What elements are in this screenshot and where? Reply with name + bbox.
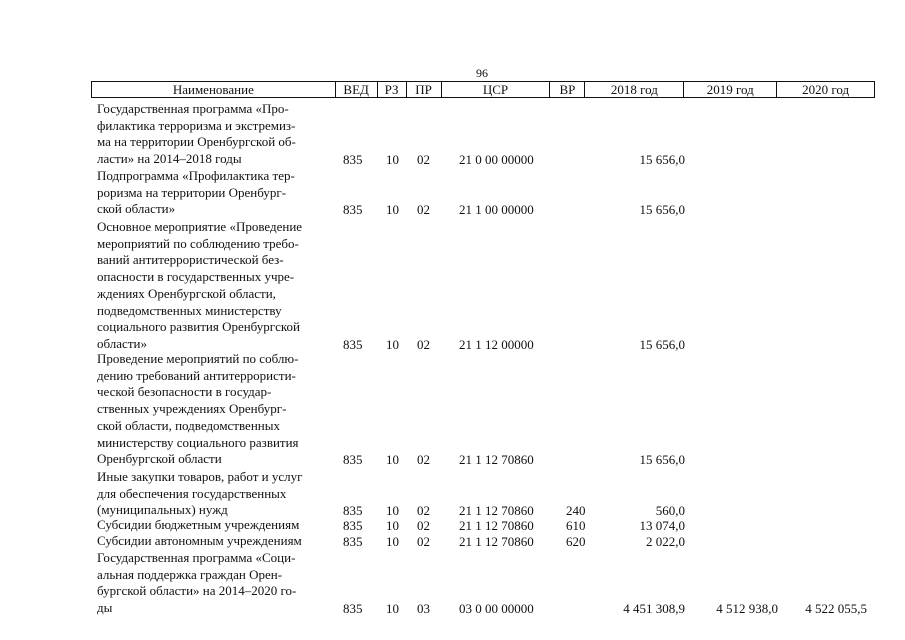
cell-csr: 03 0 00 00000 xyxy=(459,601,534,616)
row-name-line: (муниципальных) нужд xyxy=(97,502,228,518)
row-name-line: бургской области» на 2014–2020 го- xyxy=(97,583,297,599)
header-csr: ЦСР xyxy=(442,82,551,97)
row-name-line: подведомственных министерству xyxy=(97,302,282,318)
row-name xyxy=(97,533,333,550)
row-name xyxy=(97,517,333,534)
header-name: Наименование xyxy=(92,82,336,97)
header-2018: 2018 год xyxy=(585,82,684,97)
cell-pr: 02 xyxy=(417,152,430,167)
cell-rz: 10 xyxy=(386,518,399,533)
row-name xyxy=(97,550,333,617)
cell-ved: 835 xyxy=(343,518,363,533)
cell-vr: 240 xyxy=(566,503,586,518)
cell-rz: 10 xyxy=(386,337,399,352)
row-name-line: ды xyxy=(97,600,113,616)
cell-csr: 21 1 12 70860 xyxy=(459,503,534,518)
row-name-line: Государственная программа «Про- xyxy=(97,101,289,116)
row-name-line: ма на территории Оренбургской об- xyxy=(97,134,296,150)
header-ved: ВЕД xyxy=(336,82,378,97)
row-name-line: Субсидии бюджетным учреждениям xyxy=(97,517,300,532)
cell-rz: 10 xyxy=(386,202,399,217)
cell-pr: 02 xyxy=(417,337,430,352)
row-name-line: Основное мероприятие «Проведение xyxy=(97,219,303,234)
row-name-line: Подпрограмма «Профилактика тер- xyxy=(97,168,295,183)
row-name-line: филактика терроризма и экстремиз- xyxy=(97,117,296,133)
table-row xyxy=(0,351,905,468)
cell-y2018: 13 074,0 xyxy=(639,518,685,533)
row-name-line: области» xyxy=(97,335,147,351)
cell-ved: 835 xyxy=(343,534,363,549)
row-name xyxy=(97,469,333,519)
row-name-line: Государственная программа «Соци- xyxy=(97,550,296,565)
cell-y2018: 4 451 308,9 xyxy=(623,601,685,616)
cell-rz: 10 xyxy=(386,534,399,549)
row-name-line: ской области» xyxy=(97,201,176,217)
table-header xyxy=(91,81,875,98)
row-name-line: социального развития Оренбургской xyxy=(97,319,301,335)
cell-rz: 10 xyxy=(386,601,399,616)
cell-pr: 02 xyxy=(417,202,430,217)
row-name-line: министерству социального развития xyxy=(97,434,299,450)
row-name-line: Проведение мероприятий по соблю- xyxy=(97,351,299,366)
cell-ved: 835 xyxy=(343,202,363,217)
cell-y2018: 15 656,0 xyxy=(639,452,685,467)
cell-vr: 610 xyxy=(566,518,586,533)
row-name-line: ваний антитеррористической без- xyxy=(97,252,284,268)
row-name-line: для обеспечения государственных xyxy=(97,485,287,501)
cell-pr: 03 xyxy=(417,601,430,616)
cell-ved: 835 xyxy=(343,601,363,616)
row-name-line: Иные закупки товаров, работ и услуг xyxy=(97,469,303,484)
row-name-line: опасности в государственных учре- xyxy=(97,269,295,285)
row-name-line: дению требований антитеррористи- xyxy=(97,367,296,383)
cell-ved: 835 xyxy=(343,152,363,167)
row-name-line: ственных учреждениях Оренбург- xyxy=(97,401,287,417)
row-name-line: ласти» на 2014–2018 годы xyxy=(97,151,242,167)
cell-y2018: 15 656,0 xyxy=(639,152,685,167)
table-row xyxy=(0,168,905,218)
row-name xyxy=(97,101,333,168)
cell-y2018: 2 022,0 xyxy=(646,534,685,549)
row-name xyxy=(97,168,333,218)
table-row xyxy=(0,101,905,168)
header-2020: 2020 год xyxy=(802,82,850,97)
cell-rz: 10 xyxy=(386,503,399,518)
cell-pr: 02 xyxy=(417,503,430,518)
row-name-line: альная поддержка граждан Орен- xyxy=(97,566,283,582)
cell-csr: 21 1 12 00000 xyxy=(459,337,534,352)
cell-y2018: 560,0 xyxy=(655,503,685,518)
header-rz: РЗ xyxy=(378,82,407,97)
row-name-line: Оренбургской области xyxy=(97,451,222,467)
cell-ved: 835 xyxy=(343,503,363,518)
row-name-line: ской области, подведомственных xyxy=(97,417,280,433)
table-row xyxy=(0,550,905,617)
cell-rz: 10 xyxy=(386,152,399,167)
cell-y2018: 15 656,0 xyxy=(639,337,685,352)
cell-ved: 835 xyxy=(343,452,363,467)
row-name-line: ждениях Оренбургской области, xyxy=(97,285,276,301)
row-name-line: мероприятий по соблюдению требо- xyxy=(97,235,299,251)
table-row xyxy=(0,219,905,353)
header-pr: ПР xyxy=(407,82,442,97)
table-row xyxy=(0,533,905,550)
cell-csr: 21 1 12 70860 xyxy=(459,534,534,549)
cell-pr: 02 xyxy=(417,452,430,467)
row-name xyxy=(97,351,333,468)
cell-y2020: 4 522 055,5 xyxy=(805,601,867,616)
row-name-line: ческой безопасности в государ- xyxy=(97,384,272,400)
row-name-line: роризма на территории Оренбург- xyxy=(97,184,287,200)
cell-csr: 21 0 00 00000 xyxy=(459,152,534,167)
row-name xyxy=(97,219,333,353)
cell-pr: 02 xyxy=(417,534,430,549)
table-row xyxy=(0,517,905,534)
header-2019: 2019 год xyxy=(684,82,777,97)
cell-vr: 620 xyxy=(566,534,586,549)
cell-csr: 21 1 12 70860 xyxy=(459,518,534,533)
cell-y2018: 15 656,0 xyxy=(639,202,685,217)
cell-y2019: 4 512 938,0 xyxy=(716,601,778,616)
header-vr: ВР xyxy=(550,82,585,97)
cell-csr: 21 1 12 70860 xyxy=(459,452,534,467)
table-row xyxy=(0,469,905,519)
cell-rz: 10 xyxy=(386,452,399,467)
page-number: 96 xyxy=(476,66,488,80)
cell-csr: 21 1 00 00000 xyxy=(459,202,534,217)
cell-ved: 835 xyxy=(343,337,363,352)
row-name-line: Субсидии автономным учреждениям xyxy=(97,533,302,548)
cell-pr: 02 xyxy=(417,518,430,533)
